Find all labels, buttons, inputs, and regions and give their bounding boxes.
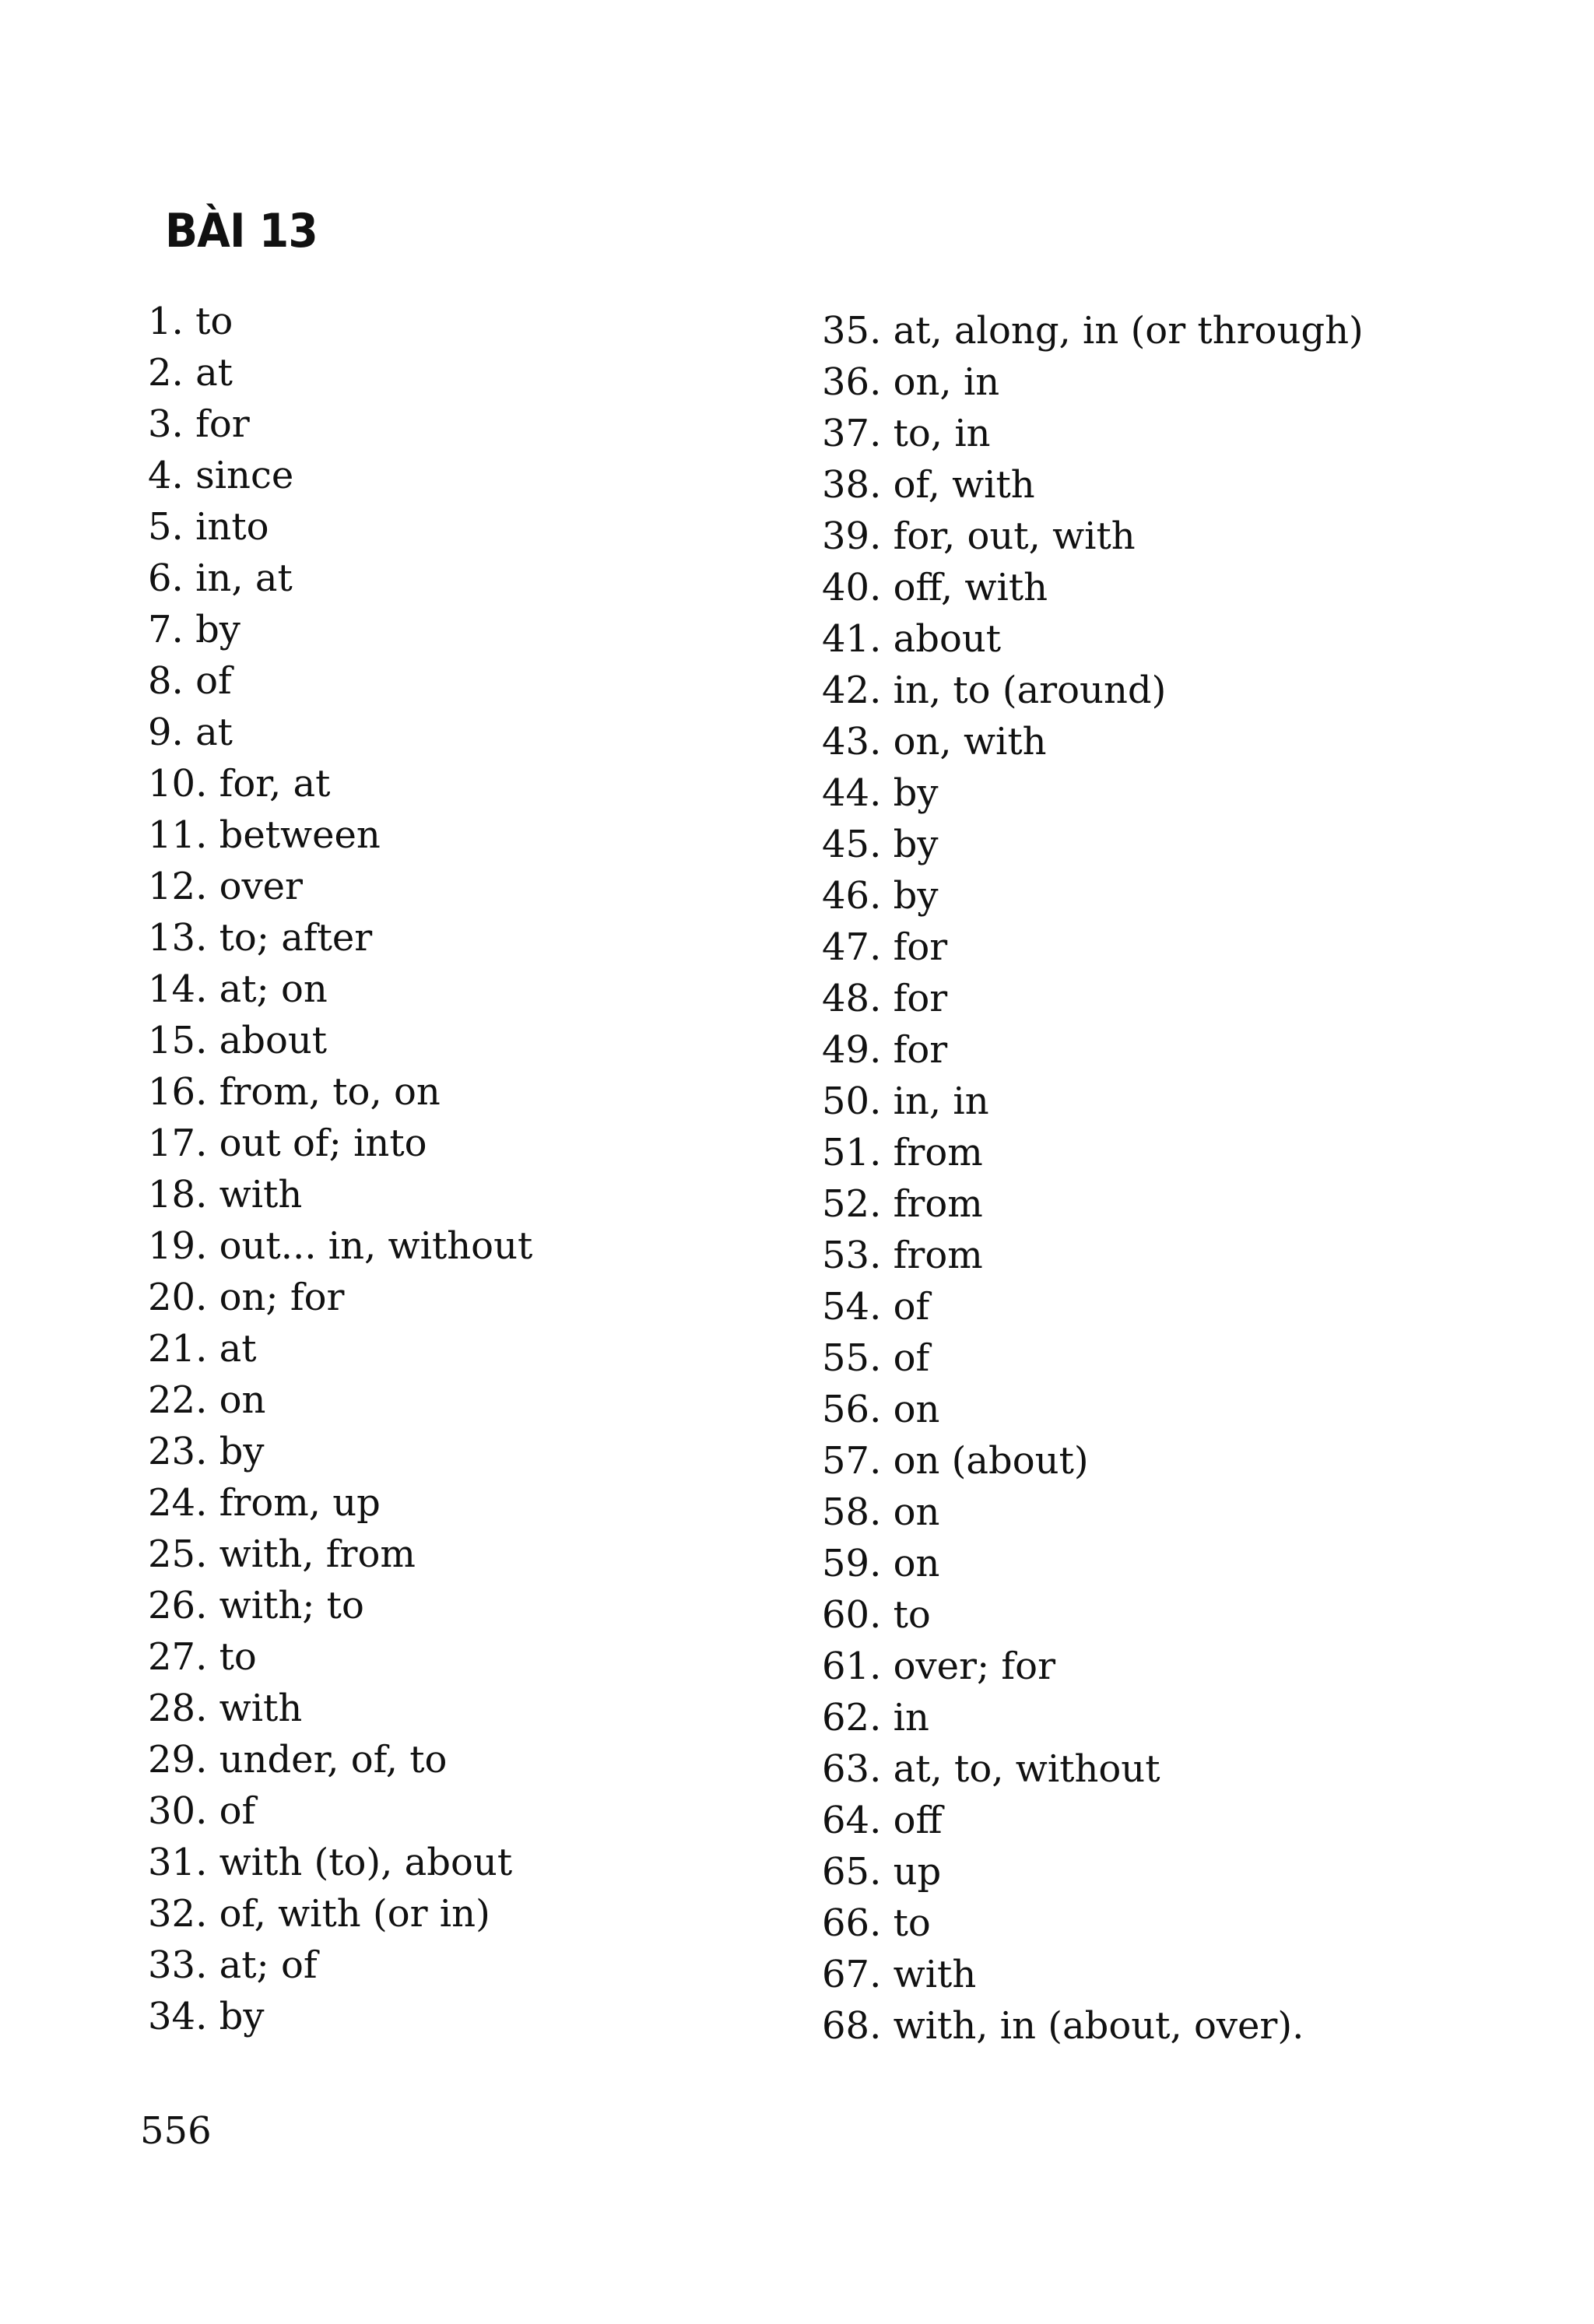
answer-text: on (about) bbox=[893, 1439, 1089, 1483]
answer-number: 59. bbox=[822, 1542, 882, 1585]
answer-text: from, to, on bbox=[219, 1070, 441, 1114]
answer-item bbox=[148, 1837, 739, 1888]
answer-item bbox=[822, 1076, 1522, 1127]
answer-item bbox=[822, 511, 1522, 562]
answer-number: 34. bbox=[148, 1995, 208, 2038]
answer-item bbox=[822, 1743, 1522, 1795]
answer-item bbox=[148, 1683, 739, 1734]
answer-number: 28. bbox=[148, 1687, 208, 1730]
answer-item bbox=[148, 1220, 739, 1272]
answer-number: 4. bbox=[148, 454, 184, 497]
answer-text: in, to (around) bbox=[893, 669, 1167, 712]
answer-text: for, at bbox=[219, 762, 331, 806]
answer-text: on, with bbox=[893, 720, 1047, 764]
answer-number: 15. bbox=[148, 1019, 208, 1062]
page-number: 556 bbox=[140, 2109, 212, 2153]
answer-item bbox=[148, 1940, 739, 1991]
answer-text: with, in (about, over). bbox=[893, 2004, 1304, 2048]
answer-number: 21. bbox=[148, 1327, 208, 1371]
answer-item bbox=[822, 1435, 1522, 1487]
answer-text: to bbox=[195, 300, 233, 343]
answer-text: to bbox=[219, 1635, 257, 1679]
answer-item bbox=[822, 305, 1522, 356]
answer-number: 57. bbox=[822, 1439, 882, 1483]
answer-text: into bbox=[195, 505, 269, 549]
answer-number: 7. bbox=[148, 608, 184, 651]
answer-number: 58. bbox=[822, 1490, 882, 1534]
answer-text: of bbox=[219, 1789, 256, 1833]
answer-text: for bbox=[893, 977, 948, 1020]
answer-text: with, from bbox=[219, 1532, 416, 1576]
answer-text: for bbox=[893, 925, 948, 969]
answer-item bbox=[148, 809, 739, 861]
answer-item bbox=[822, 1949, 1522, 2000]
answer-item bbox=[822, 1692, 1522, 1743]
answer-number: 22. bbox=[148, 1378, 208, 1422]
answer-text: on bbox=[219, 1378, 266, 1422]
answer-text: with (to), about bbox=[219, 1841, 513, 1884]
answer-text: on bbox=[893, 1490, 940, 1534]
answer-number: 54. bbox=[822, 1285, 882, 1329]
answer-item bbox=[822, 1024, 1522, 1076]
answer-item bbox=[148, 1169, 739, 1220]
answer-item bbox=[148, 1015, 739, 1066]
answer-number: 38. bbox=[822, 463, 882, 507]
answer-text: for bbox=[893, 1028, 948, 1072]
answer-number: 51. bbox=[822, 1131, 882, 1174]
answer-text: about bbox=[219, 1019, 328, 1062]
answer-number: 26. bbox=[148, 1584, 208, 1627]
answer-text: under, of, to bbox=[219, 1738, 448, 1782]
answer-text: by bbox=[219, 1995, 265, 2038]
answer-item bbox=[822, 665, 1522, 716]
answer-number: 39. bbox=[822, 514, 882, 558]
answer-item bbox=[148, 296, 739, 347]
answer-text: at, along, in (or through) bbox=[893, 309, 1364, 353]
answer-text: on bbox=[893, 1388, 940, 1431]
answer-number: 19. bbox=[148, 1224, 208, 1268]
answer-item bbox=[148, 655, 739, 707]
answer-number: 2. bbox=[148, 351, 184, 395]
answer-text: over bbox=[219, 865, 303, 908]
answer-item bbox=[822, 922, 1522, 973]
answer-number: 1. bbox=[148, 300, 184, 343]
answer-text: at bbox=[195, 711, 233, 754]
answer-text: with; to bbox=[219, 1584, 364, 1627]
answer-text: between bbox=[219, 813, 381, 857]
answer-number: 30. bbox=[148, 1789, 208, 1833]
answer-item bbox=[822, 1589, 1522, 1641]
answer-item bbox=[822, 1538, 1522, 1589]
answer-text: out of; into bbox=[219, 1122, 427, 1165]
answer-item bbox=[148, 347, 739, 398]
answer-item bbox=[822, 613, 1522, 665]
answer-number: 16. bbox=[148, 1070, 208, 1114]
answer-text: from bbox=[893, 1131, 983, 1174]
answer-item bbox=[148, 1529, 739, 1580]
answer-text: off, with bbox=[893, 566, 1048, 609]
answer-item bbox=[148, 1374, 739, 1426]
answer-text: off bbox=[893, 1799, 943, 1842]
answer-item bbox=[148, 707, 739, 758]
answer-number: 45. bbox=[822, 823, 882, 866]
answer-item bbox=[148, 1888, 739, 1940]
lesson-heading: BÀI 13 bbox=[165, 204, 318, 258]
answer-number: 23. bbox=[148, 1430, 208, 1473]
answer-number: 18. bbox=[148, 1173, 208, 1216]
answer-item bbox=[148, 1734, 739, 1785]
answer-text: of bbox=[195, 659, 232, 703]
answer-text: at bbox=[195, 351, 233, 395]
answer-number: 64. bbox=[822, 1799, 882, 1842]
answer-number: 25. bbox=[148, 1532, 208, 1576]
answer-text: at; on bbox=[219, 967, 328, 1011]
answer-text: from, up bbox=[219, 1481, 381, 1525]
answer-item bbox=[822, 819, 1522, 870]
answer-item bbox=[822, 973, 1522, 1024]
answer-number: 56. bbox=[822, 1388, 882, 1431]
answer-item bbox=[822, 459, 1522, 511]
answer-item bbox=[148, 501, 739, 553]
answer-text: of bbox=[893, 1336, 930, 1380]
answer-item bbox=[822, 767, 1522, 819]
answer-item bbox=[148, 1580, 739, 1631]
answer-number: 24. bbox=[148, 1481, 208, 1525]
answer-item bbox=[822, 1230, 1522, 1281]
answer-item bbox=[148, 912, 739, 964]
answer-item bbox=[148, 1631, 739, 1683]
answer-number: 11. bbox=[148, 813, 208, 857]
answer-item bbox=[822, 870, 1522, 922]
answer-item bbox=[148, 1991, 739, 2042]
answer-item bbox=[148, 1477, 739, 1529]
answer-item bbox=[148, 861, 739, 912]
answer-text: up bbox=[893, 1850, 942, 1894]
answer-text: since bbox=[195, 454, 294, 497]
answer-item bbox=[822, 1281, 1522, 1332]
answer-number: 33. bbox=[148, 1943, 208, 1987]
answer-number: 55. bbox=[822, 1336, 882, 1380]
answer-number: 43. bbox=[822, 720, 882, 764]
answer-number: 29. bbox=[148, 1738, 208, 1782]
answer-number: 40. bbox=[822, 566, 882, 609]
answer-item bbox=[822, 1384, 1522, 1435]
answer-item bbox=[822, 1127, 1522, 1178]
answer-item bbox=[148, 604, 739, 655]
answer-item bbox=[822, 716, 1522, 767]
answer-number: 61. bbox=[822, 1645, 882, 1688]
answer-text: on bbox=[893, 1542, 940, 1585]
answer-number: 60. bbox=[822, 1593, 882, 1637]
answer-number: 49. bbox=[822, 1028, 882, 1072]
answer-text: from bbox=[893, 1182, 983, 1226]
answer-list-left bbox=[148, 296, 739, 2042]
answer-number: 48. bbox=[822, 977, 882, 1020]
answer-number: 14. bbox=[148, 967, 208, 1011]
answer-text: with bbox=[219, 1173, 303, 1216]
answer-text: to, in bbox=[893, 412, 991, 455]
answer-text: about bbox=[893, 617, 1002, 661]
answer-text: on; for bbox=[219, 1276, 345, 1319]
answer-text: of bbox=[893, 1285, 930, 1329]
answer-number: 32. bbox=[148, 1892, 208, 1936]
answer-text: from bbox=[893, 1234, 983, 1277]
answer-number: 53. bbox=[822, 1234, 882, 1277]
answer-number: 37. bbox=[822, 412, 882, 455]
answer-number: 27. bbox=[148, 1635, 208, 1679]
answer-text: with bbox=[219, 1687, 303, 1730]
answer-item bbox=[822, 562, 1522, 613]
answer-number: 44. bbox=[822, 771, 882, 815]
answer-number: 12. bbox=[148, 865, 208, 908]
answer-number: 68. bbox=[822, 2004, 882, 2048]
answer-number: 3. bbox=[148, 402, 184, 446]
answer-text: by bbox=[195, 608, 241, 651]
answer-text: out... in, without bbox=[219, 1224, 533, 1268]
answer-text: by bbox=[219, 1430, 265, 1473]
answer-number: 20. bbox=[148, 1276, 208, 1319]
answer-text: for bbox=[195, 402, 250, 446]
answer-number: 65. bbox=[822, 1850, 882, 1894]
answer-text: for, out, with bbox=[893, 514, 1136, 558]
answer-number: 41. bbox=[822, 617, 882, 661]
answer-item bbox=[148, 758, 739, 809]
answer-item bbox=[148, 1426, 739, 1477]
answer-item bbox=[148, 1785, 739, 1837]
answer-text: to bbox=[893, 1593, 931, 1637]
answer-text: to; after bbox=[219, 916, 373, 960]
answer-text: by bbox=[893, 874, 939, 918]
answer-number: 62. bbox=[822, 1696, 882, 1739]
answer-number: 63. bbox=[822, 1747, 882, 1791]
answer-item bbox=[822, 1332, 1522, 1384]
answer-item bbox=[148, 1323, 739, 1374]
answer-number: 47. bbox=[822, 925, 882, 969]
answer-text: in, in bbox=[893, 1080, 989, 1123]
answer-text: of, with (or in) bbox=[219, 1892, 490, 1936]
answer-text: in, at bbox=[195, 556, 293, 600]
answer-item bbox=[822, 1846, 1522, 1897]
answer-number: 10. bbox=[148, 762, 208, 806]
answer-item bbox=[822, 1795, 1522, 1846]
answer-number: 36. bbox=[822, 360, 882, 404]
answer-number: 17. bbox=[148, 1122, 208, 1165]
answer-item bbox=[148, 1066, 739, 1118]
answer-item bbox=[148, 1118, 739, 1169]
answer-item bbox=[822, 1487, 1522, 1538]
answer-item bbox=[148, 398, 739, 450]
answer-item bbox=[822, 2000, 1522, 2052]
answer-item bbox=[148, 964, 739, 1015]
answer-item bbox=[148, 450, 739, 501]
answer-text: at, to, without bbox=[893, 1747, 1160, 1791]
answer-number: 46. bbox=[822, 874, 882, 918]
answer-item bbox=[822, 1897, 1522, 1949]
answer-number: 5. bbox=[148, 505, 184, 549]
answer-number: 31. bbox=[148, 1841, 208, 1884]
answer-text: to bbox=[893, 1901, 931, 1945]
answer-number: 50. bbox=[822, 1080, 882, 1123]
answer-item bbox=[822, 408, 1522, 459]
answer-text: of, with bbox=[893, 463, 1035, 507]
answer-number: 8. bbox=[148, 659, 184, 703]
answer-text: with bbox=[893, 1953, 977, 1996]
answer-number: 42. bbox=[822, 669, 882, 712]
answer-item bbox=[822, 1641, 1522, 1692]
answer-number: 9. bbox=[148, 711, 184, 754]
answer-text: in bbox=[893, 1696, 929, 1739]
answer-item bbox=[148, 1272, 739, 1323]
answer-number: 67. bbox=[822, 1953, 882, 1996]
answer-text: at bbox=[219, 1327, 257, 1371]
answer-item bbox=[148, 553, 739, 604]
answer-text: by bbox=[893, 771, 939, 815]
answer-number: 52. bbox=[822, 1182, 882, 1226]
answer-number: 13. bbox=[148, 916, 208, 960]
answer-number: 6. bbox=[148, 556, 184, 600]
answer-text: over; for bbox=[893, 1645, 1056, 1688]
answer-item bbox=[822, 1178, 1522, 1230]
answer-text: on, in bbox=[893, 360, 1000, 404]
answer-number: 35. bbox=[822, 309, 882, 353]
answer-text: at; of bbox=[219, 1943, 318, 1987]
answer-list-right bbox=[822, 305, 1522, 2052]
answer-number: 66. bbox=[822, 1901, 882, 1945]
answer-text: by bbox=[893, 823, 939, 866]
answer-item bbox=[822, 356, 1522, 408]
